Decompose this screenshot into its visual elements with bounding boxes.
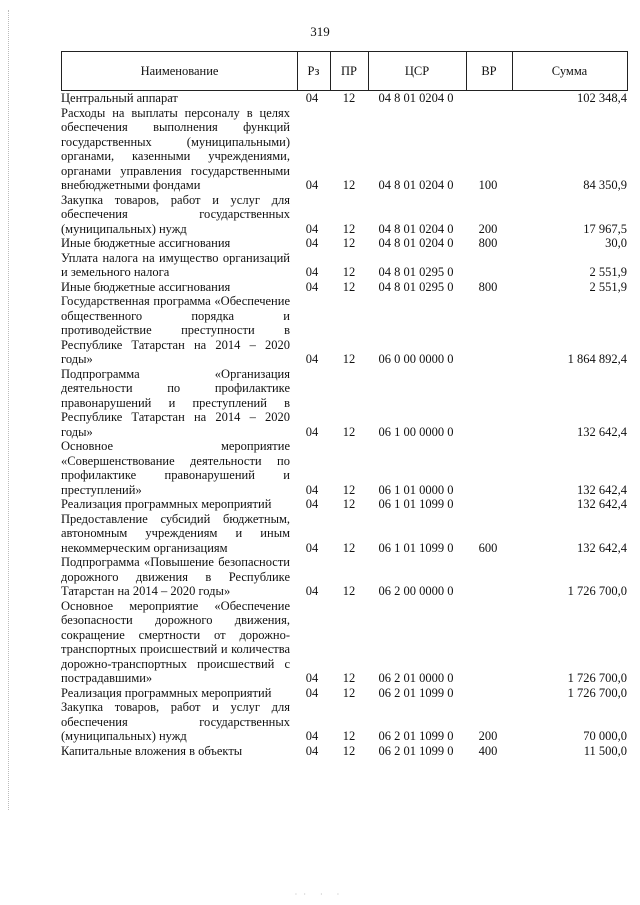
row-csr: 06 1 01 1099 0 (378, 540, 454, 555)
row-rz: 04 (305, 685, 319, 700)
row-pr: 12 (342, 279, 356, 294)
row-pr: 12 (342, 671, 356, 685)
row-name: Капитальные вложения в объекты (61, 743, 243, 758)
row-pr: 12 (342, 178, 356, 192)
table-body (61, 91, 628, 758)
margin-binding-line (8, 10, 10, 810)
table-row (61, 700, 628, 744)
table-row (61, 280, 628, 295)
row-sum: 132 642,4 (577, 540, 627, 555)
row-csr: 04 8 01 0295 0 (378, 265, 454, 279)
row-csr: 06 2 01 0000 0 (378, 671, 454, 685)
row-vr: 800 (478, 236, 498, 250)
row-pr: 12 (342, 685, 356, 700)
row-pr: 12 (342, 265, 356, 279)
row-vr: 600 (478, 540, 498, 555)
row-pr: 12 (342, 221, 356, 236)
row-rz: 04 (305, 265, 319, 279)
row-pr: 12 (342, 497, 356, 511)
row-name: Подпрограмма «Повышение безопасности дорожного движения в Республике Татарстан на 2014 – 2020 годы» (61, 555, 290, 598)
row-name: Закупка товаров, работ и услуг для обеспечения государственных (муниципальных) нужд (61, 700, 290, 743)
row-rz: 04 (305, 743, 319, 758)
table-row (61, 512, 628, 556)
row-rz: 04 (305, 424, 319, 439)
row-rz: 04 (305, 671, 319, 685)
row-csr: 04 8 01 0204 0 (378, 178, 454, 192)
row-sum: 1 726 700,0 (567, 685, 627, 700)
row-rz: 04 (305, 729, 319, 743)
row-csr: 06 1 00 0000 0 (378, 424, 454, 439)
row-pr: 12 (342, 91, 356, 105)
table-row (61, 367, 628, 440)
row-csr: 04 8 01 0295 0 (378, 279, 454, 294)
table-row (61, 236, 628, 251)
row-name: Уплата налога на имущество организаций и земельного налога (61, 250, 290, 279)
table-row (61, 497, 628, 512)
row-sum: 132 642,4 (577, 482, 627, 497)
row-pr: 12 (342, 743, 356, 758)
row-rz: 04 (305, 279, 319, 294)
table-row (61, 686, 628, 701)
table-header (61, 51, 628, 91)
budget-table (61, 51, 628, 758)
row-csr: 06 2 01 1099 0 (378, 743, 454, 758)
row-rz: 04 (305, 236, 319, 250)
row-sum: 1 726 700,0 (567, 584, 627, 598)
row-rz: 04 (305, 540, 319, 555)
row-name: Подпрограмма «Организация деятельности по профилактике правонарушений и преступлений в Республике Татарстан на 2014 – 2020 годы» (61, 366, 290, 439)
table-row (61, 91, 628, 106)
row-pr: 12 (342, 352, 356, 366)
row-rz: 04 (305, 497, 319, 511)
header-pr: ПР (330, 52, 369, 90)
row-rz: 04 (305, 482, 319, 497)
row-pr: 12 (342, 729, 356, 743)
row-sum: 11 500,0 (583, 743, 627, 758)
row-sum: 1 726 700,0 (567, 671, 627, 685)
row-sum: 2 551,9 (589, 265, 627, 279)
row-name: Иные бюджетные ассигнования (61, 236, 231, 250)
row-vr: 200 (478, 729, 498, 743)
row-name: Закупка товаров, работ и услуг для обеспечения государственных (муниципальных) нужд (61, 192, 290, 236)
row-name: Реализация программных мероприятий (61, 497, 272, 511)
header-csr: ЦСР (368, 52, 467, 90)
row-pr: 12 (342, 482, 356, 497)
row-sum: 102 348,4 (577, 91, 627, 105)
row-name: Иные бюджетные ассигнования (61, 279, 231, 294)
row-pr: 12 (342, 424, 356, 439)
row-sum: 17 967,5 (583, 221, 627, 236)
header-name: Наименование (62, 52, 298, 90)
row-pr: 12 (342, 236, 356, 250)
row-vr: 800 (478, 279, 498, 294)
table-row (61, 193, 628, 237)
header-vr: ВР (466, 52, 513, 90)
row-sum: 1 864 892,4 (567, 352, 627, 366)
row-name: Государственная программа «Обеспечение общественного порядка и противодействие преступности в Республике Татарстан на 2014 – 2020 годы» (61, 294, 290, 366)
row-sum: 132 642,4 (577, 497, 627, 511)
header-rz: Рз (297, 52, 331, 90)
row-name: Расходы на выплаты персоналу в целях обеспечения выполнения функций государственных (муниципальными) органами, казенными учреждениями, органами управления государственными внебюджетными фондами (61, 105, 290, 192)
row-vr: 100 (478, 178, 498, 192)
table-row (61, 294, 628, 367)
page-number: 319 (310, 24, 330, 39)
row-rz: 04 (305, 352, 319, 366)
row-csr: 06 2 01 1099 0 (378, 729, 454, 743)
table-row (61, 106, 628, 193)
table-row (61, 439, 628, 497)
row-csr: 04 8 01 0204 0 (378, 91, 454, 105)
row-csr: 06 0 00 0000 0 (378, 352, 454, 366)
row-pr: 12 (342, 540, 356, 555)
row-csr: 06 1 01 0000 0 (378, 482, 454, 497)
row-name: Реализация программных мероприятий (61, 685, 272, 700)
row-rz: 04 (305, 221, 319, 236)
row-sum: 132 642,4 (577, 424, 627, 439)
row-rz: 04 (305, 584, 319, 598)
row-pr: 12 (342, 584, 356, 598)
table-row (61, 251, 628, 280)
row-name: Основное мероприятие «Обеспечение безопасности дорожного движения, сокращение смертности от дорожно-транспортных происшествий и количества дорожно-транспортных происшествий с пострадавшими» (61, 598, 290, 685)
row-rz: 04 (305, 178, 319, 192)
row-vr: 400 (478, 743, 498, 758)
row-sum: 30,0 (605, 236, 627, 250)
table-row (61, 599, 628, 686)
row-sum: 84 350,9 (583, 178, 627, 192)
row-sum: 70 000,0 (583, 729, 627, 743)
header-sum: Сумма (551, 64, 588, 78)
row-name: Центральный аппарат (61, 91, 178, 105)
row-name: Предоставление субсидий бюджетным, автономным учреждениям и иным некоммерческим организациям (61, 511, 290, 555)
row-csr: 06 2 01 1099 0 (378, 685, 454, 700)
row-rz: 04 (305, 91, 319, 105)
row-csr: 06 1 01 1099 0 (378, 497, 454, 511)
table-row (61, 555, 628, 599)
row-vr: 200 (478, 221, 498, 236)
footer-marks: ·· · · (294, 890, 346, 899)
row-sum: 2 551,9 (589, 279, 627, 294)
row-name: Основное мероприятие «Совершенствование деятельности по профилактике правонарушений и преступлений» (61, 439, 290, 497)
row-csr: 04 8 01 0204 0 (378, 221, 454, 236)
row-csr: 06 2 00 0000 0 (378, 584, 454, 598)
table-row (61, 744, 628, 759)
row-csr: 04 8 01 0204 0 (378, 236, 454, 250)
